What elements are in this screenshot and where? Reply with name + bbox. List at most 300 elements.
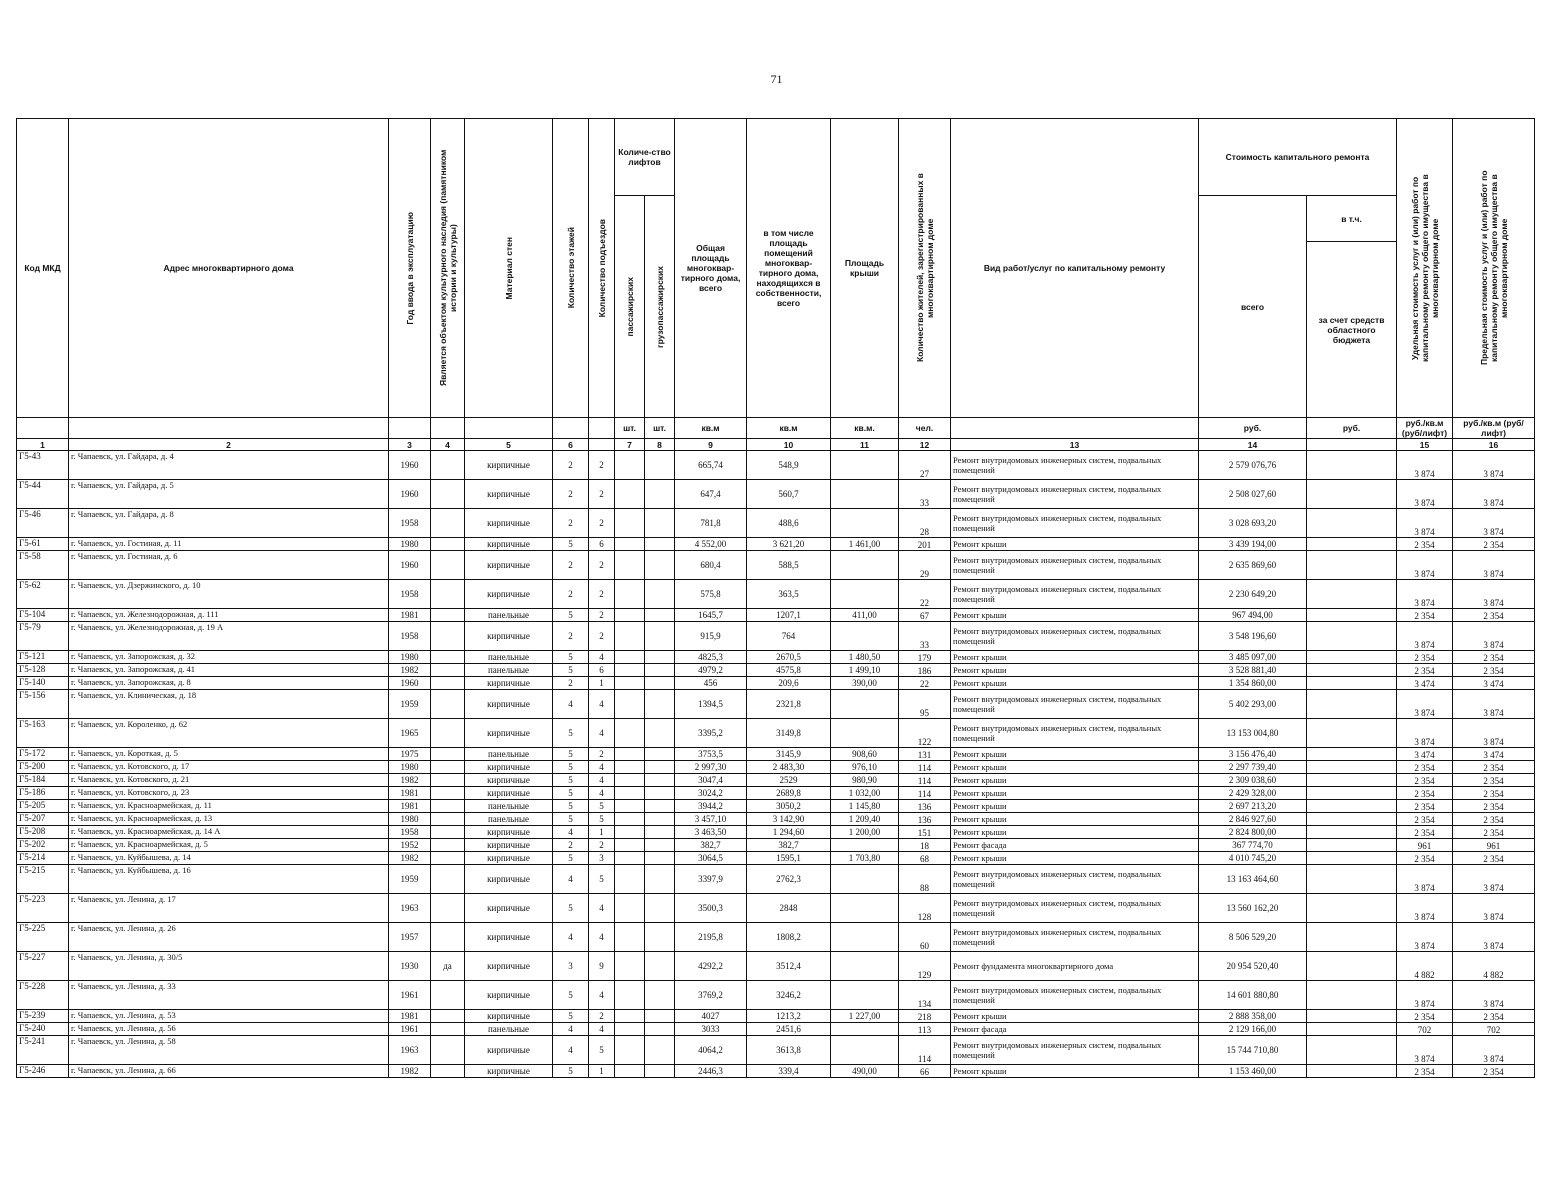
cell-address: г. Чапаевск, ул. Запорожская, д. 8 [69,677,389,690]
cell-roof-area: 390,00 [831,677,899,690]
cell-unit-cost: 3 874 [1397,509,1453,538]
cell-owned-area: 3 142,90 [747,813,831,826]
cell-lifts-cargo [645,551,675,580]
cell-address: г. Чапаевск, ул. Ленина, д. 26 [69,923,389,952]
cell-cost-total: 2 824 800,00 [1199,826,1307,839]
cell-year: 1959 [389,865,431,894]
cell-entrances: 2 [589,748,615,761]
cell-code: Г5-58 [17,551,69,580]
cell-material: кирпичные [465,1065,553,1078]
cell-entrances: 2 [589,622,615,651]
unit-owned-area: кв.м [747,418,831,439]
cell-total-area: 4027 [675,1010,747,1023]
cell-work: Ремонт крыши [951,748,1199,761]
cell-address: г. Чапаевск, ул. Железнодорожная, д. 19 А [69,622,389,651]
cell-floors: 5 [553,774,589,787]
cell-year: 1980 [389,813,431,826]
cell-address: г. Чапаевск, ул. Красноармейская, д. 5 [69,839,389,852]
cell-unit-cost: 3 874 [1397,894,1453,923]
cell-entrances: 5 [589,865,615,894]
cell-max-cost: 2 354 [1453,609,1535,622]
cell-lifts-pass [615,664,645,677]
cell-address: г. Чапаевск, ул. Ленина, д. 33 [69,981,389,1010]
cell-floors: 2 [553,480,589,509]
table-row [17,609,1535,622]
cell-total-area: 4825,3 [675,651,747,664]
cell-lifts-pass [615,509,645,538]
table-row [17,664,1535,677]
cell-owned-area: 1213,2 [747,1010,831,1023]
cell-address: г. Чапаевск, ул. Котовского, д. 21 [69,774,389,787]
cell-lifts-cargo [645,677,675,690]
cell-cost-total: 2 888 358,00 [1199,1010,1307,1023]
cell-heritage [431,761,465,774]
cell-unit-cost: 2 354 [1397,787,1453,800]
cell-material: кирпичные [465,580,553,609]
cell-work: Ремонт внутридомовых инженерных систем, подвальных помещений [951,551,1199,580]
cell-material: кирпичные [465,865,553,894]
table-row [17,748,1535,761]
cell-residents: 67 [899,609,951,622]
cell-material: кирпичные [465,839,553,852]
unit-pcs-cargo: шт. [645,418,675,439]
cell-lifts-pass [615,1010,645,1023]
cell-unit-cost: 2 354 [1397,813,1453,826]
cell-max-cost: 3 874 [1453,480,1535,509]
cell-total-area: 3033 [675,1023,747,1036]
cell-lifts-pass [615,651,645,664]
cell-max-cost: 3 874 [1453,551,1535,580]
cell-residents: 122 [899,719,951,748]
cell-code: Г5-61 [17,538,69,551]
cell-cost-regional [1307,787,1397,800]
cell-lifts-pass [615,894,645,923]
cell-roof-area [831,1023,899,1036]
cell-lifts-pass [615,787,645,800]
cell-code: Г5-223 [17,894,69,923]
cell-heritage [431,580,465,609]
cell-cost-regional [1307,622,1397,651]
cell-entrances: 2 [589,1010,615,1023]
cell-address: г. Чапаевск, ул. Железнодорожная, д. 111 [69,609,389,622]
cell-lifts-pass [615,865,645,894]
cell-address: г. Чапаевск, ул. Красноармейская, д. 11 [69,800,389,813]
cell-work: Ремонт внутридомовых инженерных систем, подвальных помещений [951,690,1199,719]
cell-cost-regional [1307,748,1397,761]
header-total-area: Общая площадь многоквар-тирного дома, всего [675,119,747,418]
cell-material: кирпичные [465,852,553,865]
cell-max-cost: 3 874 [1453,923,1535,952]
cell-roof-area [831,690,899,719]
cell-year: 1980 [389,651,431,664]
cell-heritage [431,538,465,551]
cell-work: Ремонт внутридомовых инженерных систем, подвальных помещений [951,622,1199,651]
cell-cost-total: 2 297 739,40 [1199,761,1307,774]
cell-heritage [431,622,465,651]
cell-max-cost: 2 354 [1453,852,1535,865]
cell-roof-area: 1 032,00 [831,787,899,800]
cell-cost-regional [1307,538,1397,551]
cell-cost-regional [1307,761,1397,774]
cell-lifts-cargo [645,813,675,826]
cell-cost-regional [1307,952,1397,981]
cell-year: 1982 [389,664,431,677]
cell-floors: 5 [553,761,589,774]
capital-repair-table [16,118,1535,1078]
cell-floors: 3 [553,952,589,981]
cell-owned-area: 548,9 [747,451,831,480]
unit-roof-area: кв.м. [831,418,899,439]
cell-entrances: 4 [589,690,615,719]
cell-unit-cost: 3 874 [1397,480,1453,509]
cell-total-area: 3064,5 [675,852,747,865]
cell-code: Г5-208 [17,826,69,839]
column-number [1307,439,1397,451]
cell-lifts-cargo [645,761,675,774]
cell-max-cost: 3 874 [1453,451,1535,480]
cell-cost-total: 3 028 693,20 [1199,509,1307,538]
cell-heritage [431,609,465,622]
unit-cell [553,418,589,439]
cell-floors: 4 [553,865,589,894]
cell-cost-regional [1307,690,1397,719]
cell-material: кирпичные [465,551,553,580]
cell-cost-total: 2 230 649,20 [1199,580,1307,609]
cell-work: Ремонт внутридомовых инженерных систем, подвальных помещений [951,1036,1199,1065]
cell-max-cost: 3 874 [1453,509,1535,538]
cell-unit-cost: 3 874 [1397,622,1453,651]
cell-year: 1981 [389,1010,431,1023]
cell-address: г. Чапаевск, ул. Куйбышева, д. 16 [69,865,389,894]
column-number: 16 [1453,439,1535,451]
cell-code: Г5-163 [17,719,69,748]
cell-floors: 4 [553,923,589,952]
cell-code: Г5-186 [17,787,69,800]
header-cost-incl: в т.ч. [1307,196,1397,242]
cell-floors: 5 [553,719,589,748]
cell-code: Г5-104 [17,609,69,622]
cell-unit-cost: 2 354 [1397,1065,1453,1078]
cell-roof-area: 1 703,80 [831,852,899,865]
cell-residents: 114 [899,787,951,800]
header-entrances-label: Количество подъездов [596,218,607,318]
cell-code: Г5-128 [17,664,69,677]
cell-code: Г5-228 [17,981,69,1010]
cell-address: г. Чапаевск, ул. Гостиная, д. 11 [69,538,389,551]
cell-unit-cost: 3 474 [1397,748,1453,761]
cell-lifts-pass [615,480,645,509]
cell-heritage [431,748,465,761]
cell-lifts-pass [615,774,645,787]
cell-work: Ремонт внутридомовых инженерных систем, подвальных помещений [951,719,1199,748]
cell-cost-regional [1307,894,1397,923]
cell-roof-area [831,551,899,580]
cell-code: Г5-46 [17,509,69,538]
cell-work: Ремонт внутридомовых инженерных систем, подвальных помещений [951,981,1199,1010]
cell-cost-total: 3 528 881,40 [1199,664,1307,677]
cell-material: кирпичные [465,451,553,480]
cell-address: г. Чапаевск, ул. Дзержинского, д. 10 [69,580,389,609]
cell-max-cost: 2 354 [1453,761,1535,774]
header-year-label: Год ввода в эксплуатацию [404,211,415,325]
cell-cost-total: 3 439 194,00 [1199,538,1307,551]
cell-residents: 113 [899,1023,951,1036]
cell-roof-area: 1 480,50 [831,651,899,664]
cell-code: Г5-214 [17,852,69,865]
cell-lifts-cargo [645,1010,675,1023]
cell-work: Ремонт внутридомовых инженерных систем, подвальных помещений [951,923,1199,952]
cell-lifts-cargo [645,981,675,1010]
cell-work: Ремонт крыши [951,677,1199,690]
unit-cell [951,418,1199,439]
cell-address: г. Чапаевск, ул. Куйбышева, д. 14 [69,852,389,865]
cell-residents: 114 [899,1036,951,1065]
cell-residents: 33 [899,480,951,509]
cell-address: г. Чапаевск, ул. Ленина, д. 30/5 [69,952,389,981]
cell-material: кирпичные [465,1010,553,1023]
cell-owned-area: 3149,8 [747,719,831,748]
cell-floors: 2 [553,677,589,690]
cell-cost-total: 20 954 520,40 [1199,952,1307,981]
cell-total-area: 4292,2 [675,952,747,981]
cell-material: панельные [465,609,553,622]
cell-lifts-cargo [645,952,675,981]
cell-lifts-pass [615,551,645,580]
cell-entrances: 1 [589,677,615,690]
cell-residents: 114 [899,761,951,774]
cell-floors: 5 [553,981,589,1010]
cell-floors: 2 [553,622,589,651]
cell-material: кирпичные [465,480,553,509]
column-number: 3 [389,439,431,451]
cell-cost-regional [1307,1065,1397,1078]
cell-material: панельные [465,813,553,826]
table-row [17,538,1535,551]
table-row [17,894,1535,923]
cell-year: 1963 [389,894,431,923]
cell-heritage [431,774,465,787]
cell-heritage [431,852,465,865]
cell-cost-total: 3 548 196,60 [1199,622,1307,651]
cell-work: Ремонт внутридомовых инженерных систем, подвальных помещений [951,894,1199,923]
cell-total-area: 680,4 [675,551,747,580]
cell-cost-regional [1307,826,1397,839]
cell-lifts-cargo [645,719,675,748]
cell-work: Ремонт крыши [951,774,1199,787]
cell-owned-area: 764 [747,622,831,651]
cell-residents: 136 [899,813,951,826]
cell-unit-cost: 702 [1397,1023,1453,1036]
cell-year: 1960 [389,451,431,480]
cell-roof-area [831,923,899,952]
cell-address: г. Чапаевск, ул. Ленина, д. 56 [69,1023,389,1036]
cell-code: Г5-225 [17,923,69,952]
cell-work: Ремонт внутридомовых инженерных систем, подвальных помещений [951,865,1199,894]
cell-unit-cost: 961 [1397,839,1453,852]
cell-roof-area [831,1036,899,1065]
header-unit-cost [1397,119,1453,418]
column-number: 4 [431,439,465,451]
cell-owned-area: 2689,8 [747,787,831,800]
cell-cost-regional [1307,1036,1397,1065]
cell-max-cost: 2 354 [1453,813,1535,826]
cell-cost-total: 2 697 213,20 [1199,800,1307,813]
cell-max-cost: 3 874 [1453,690,1535,719]
cell-total-area: 3944,2 [675,800,747,813]
cell-max-cost: 2 354 [1453,826,1535,839]
cell-code: Г5-246 [17,1065,69,1078]
header-lifts-pass [615,196,645,418]
cell-material: кирпичные [465,774,553,787]
cell-entrances: 5 [589,1036,615,1065]
cell-work: Ремонт крыши [951,1065,1199,1078]
cell-code: Г5-79 [17,622,69,651]
cell-work: Ремонт крыши [951,852,1199,865]
table-row [17,1036,1535,1065]
cell-max-cost: 3 874 [1453,622,1535,651]
cell-total-area: 1394,5 [675,690,747,719]
cell-material: кирпичные [465,761,553,774]
cell-max-cost: 2 354 [1453,774,1535,787]
cell-material: кирпичные [465,952,553,981]
cell-lifts-pass [615,1036,645,1065]
cell-residents: 60 [899,923,951,952]
cell-max-cost: 2 354 [1453,651,1535,664]
cell-cost-total: 14 601 880,80 [1199,981,1307,1010]
table-row [17,787,1535,800]
cell-total-area: 575,8 [675,580,747,609]
cell-unit-cost: 2 354 [1397,1010,1453,1023]
cell-entrances: 4 [589,651,615,664]
cell-heritage [431,787,465,800]
cell-floors: 2 [553,839,589,852]
cell-lifts-cargo [645,894,675,923]
cell-material: кирпичные [465,787,553,800]
cell-roof-area: 1 499,10 [831,664,899,677]
cell-lifts-pass [615,761,645,774]
cell-code: Г5-227 [17,952,69,981]
cell-unit-cost: 2 354 [1397,664,1453,677]
cell-floors: 4 [553,826,589,839]
cell-code: Г5-62 [17,580,69,609]
unit-cell [589,418,615,439]
cell-year: 1965 [389,719,431,748]
cell-year: 1958 [389,622,431,651]
unit-cell [69,418,389,439]
cell-address: г. Чапаевск, ул. Котовского, д. 17 [69,761,389,774]
cell-total-area: 2195,8 [675,923,747,952]
column-number: 14 [1199,439,1307,451]
cell-code: Г5-184 [17,774,69,787]
cell-unit-cost: 2 354 [1397,774,1453,787]
cell-heritage [431,826,465,839]
cell-residents: 88 [899,865,951,894]
table-row [17,580,1535,609]
header-floors-label: Количество этажей [565,227,576,309]
cell-work: Ремонт фундамента многоквартирного дома [951,952,1199,981]
cell-owned-area: 3246,2 [747,981,831,1010]
cell-heritage [431,923,465,952]
cell-year: 1952 [389,839,431,852]
cell-max-cost: 3 874 [1453,894,1535,923]
cell-total-area: 4 552,00 [675,538,747,551]
cell-lifts-pass [615,981,645,1010]
cell-max-cost: 3 874 [1453,719,1535,748]
cell-lifts-cargo [645,664,675,677]
cell-owned-area: 3050,2 [747,800,831,813]
cell-address: г. Чапаевск, ул. Запорожская, д. 32 [69,651,389,664]
table-body [17,451,1535,1078]
cell-entrances: 5 [589,813,615,826]
cell-work: Ремонт крыши [951,800,1199,813]
table-row [17,1023,1535,1036]
cell-owned-area: 2848 [747,894,831,923]
cell-material: кирпичные [465,894,553,923]
cell-cost-regional [1307,1010,1397,1023]
cell-cost-regional [1307,800,1397,813]
cell-year: 1930 [389,952,431,981]
cell-total-area: 4979,2 [675,664,747,677]
cell-residents: 114 [899,774,951,787]
cell-cost-total: 2 429 328,00 [1199,787,1307,800]
column-number: 11 [831,439,899,451]
cell-lifts-pass [615,451,645,480]
column-number: 8 [645,439,675,451]
header-work: Вид работ/услуг по капитальному ремонту [951,119,1199,418]
cell-owned-area: 1207,1 [747,609,831,622]
cell-code: Г5-172 [17,748,69,761]
cell-cost-regional [1307,664,1397,677]
unit-residents: чел. [899,418,951,439]
cell-roof-area [831,509,899,538]
cell-heritage [431,651,465,664]
cell-cost-total: 2 635 869,60 [1199,551,1307,580]
header-owned-area: в том числе площадь помещений многоквар-тирного дома, находящихся в собственности, всего [747,119,831,418]
cell-material: кирпичные [465,622,553,651]
unit-cell [465,418,553,439]
table-row [17,480,1535,509]
cell-work: Ремонт фасада [951,1023,1199,1036]
cell-roof-area: 1 209,40 [831,813,899,826]
cell-heritage [431,813,465,826]
header-material [465,119,553,418]
cell-lifts-cargo [645,923,675,952]
table-row [17,923,1535,952]
cell-residents: 136 [899,800,951,813]
cell-heritage [431,551,465,580]
cell-roof-area: 976,10 [831,761,899,774]
table-row [17,690,1535,719]
cell-material: панельные [465,1023,553,1036]
cell-owned-area: 3512,4 [747,952,831,981]
cell-total-area: 2446,3 [675,1065,747,1078]
cell-cost-total: 8 506 529,20 [1199,923,1307,952]
cell-roof-area: 490,00 [831,1065,899,1078]
table-row [17,852,1535,865]
cell-work: Ремонт внутридомовых инженерных систем, подвальных помещений [951,509,1199,538]
cell-lifts-cargo [645,800,675,813]
cell-lifts-cargo [645,1065,675,1078]
cell-roof-area: 411,00 [831,609,899,622]
cell-floors: 4 [553,690,589,719]
cell-lifts-cargo [645,651,675,664]
table-row [17,451,1535,480]
cell-lifts-pass [615,839,645,852]
cell-unit-cost: 3 874 [1397,1036,1453,1065]
cell-entrances: 4 [589,894,615,923]
cell-entrances: 4 [589,1023,615,1036]
cell-max-cost: 3 874 [1453,981,1535,1010]
